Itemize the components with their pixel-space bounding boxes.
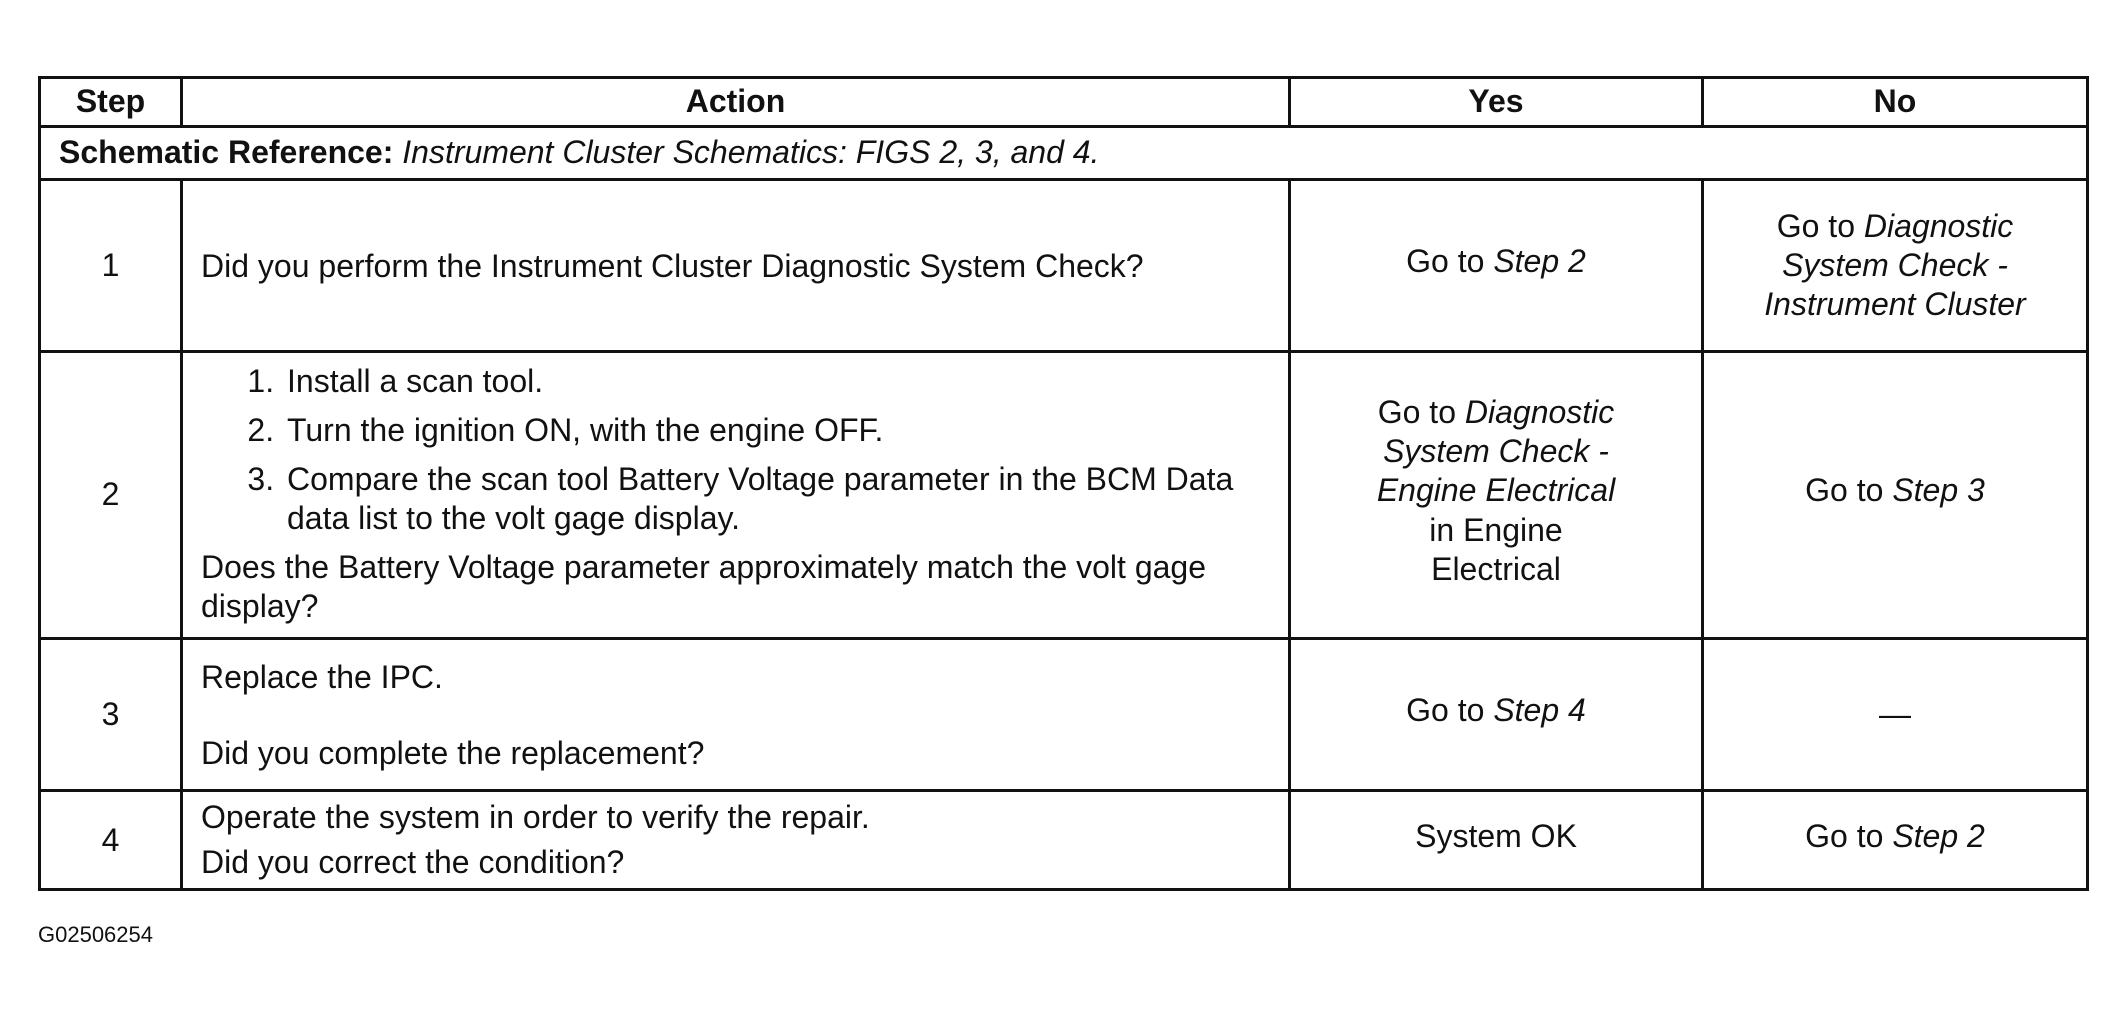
step-number: 3 (40, 639, 182, 791)
yes-prefix: Go to (1406, 691, 1494, 728)
no-ref-line-2: System Check - (1782, 246, 2008, 283)
table-row (40, 791, 2088, 890)
header-no: No (1703, 78, 2088, 127)
no-ref-line-3: Instrument Cluster (1764, 286, 2026, 323)
action-cell (182, 639, 1290, 791)
no-prefix: Go to (1805, 817, 1893, 854)
step-number: 2 (40, 352, 182, 639)
no-step-link: Step 2 (1892, 817, 1985, 854)
no-cell (1703, 352, 2088, 639)
yes-cell (1290, 180, 1703, 352)
table-row (40, 180, 2088, 352)
schematic-reference-figs: FIGS 2, 3, and 4. (855, 134, 1100, 171)
yes-ref-line-4: in Engine (1429, 511, 1563, 548)
action-text: Operate the system in order to verify the repair. (201, 799, 870, 835)
yes-prefix: Go to (1377, 394, 1465, 431)
no-prefix: Go to (1776, 207, 1864, 244)
yes-cell (1290, 791, 1703, 890)
no-ref-line-1: Diagnostic (1863, 207, 2014, 244)
table-row (40, 639, 2088, 791)
substep-item: 3. Compare the scan tool Battery Voltage parameter in the BCM Data data list to the volt gage display. (283, 460, 1272, 538)
action-cell (182, 791, 1290, 890)
schematic-reference (40, 127, 2088, 180)
step-number: 1 (40, 180, 182, 352)
action-text: Replace the IPC. (201, 659, 443, 696)
action-cell (182, 180, 1290, 352)
substep-list (201, 362, 1272, 538)
schematic-reference-title: Instrument Cluster Schematics: (402, 134, 847, 171)
step-number: 4 (40, 791, 182, 890)
no-prefix: Go to (1805, 472, 1893, 509)
yes-system-ok: System OK (1415, 817, 1577, 854)
no-dash: — (1879, 695, 1911, 732)
action-question: Did you correct the condition? (201, 844, 625, 881)
schematic-reference-row (40, 127, 2088, 180)
yes-step-link: Step 4 (1493, 691, 1586, 728)
header-row (40, 78, 2088, 127)
yes-ref-line-3: Engine Electrical (1376, 472, 1616, 509)
diagnostic-table (38, 76, 2089, 891)
figure-code: G02506254 (38, 922, 153, 947)
yes-prefix: Go to (1406, 242, 1494, 279)
header-step: Step (40, 78, 182, 127)
no-cell (1703, 180, 2088, 352)
yes-ref-line-2: System Check - (1383, 433, 1609, 470)
action-question: Did you perform the Instrument Cluster Diagnostic System Check? (201, 247, 1144, 284)
no-cell (1703, 639, 2088, 791)
header-yes: Yes (1290, 78, 1703, 127)
yes-ref-line-5: Electrical (1431, 550, 1561, 587)
no-step-link: Step 3 (1892, 472, 1985, 509)
yes-cell (1290, 639, 1703, 791)
yes-step-link: Step 2 (1493, 242, 1586, 279)
action-question: Did you complete the replacement? (201, 734, 705, 771)
yes-cell (1290, 352, 1703, 639)
action-cell (182, 352, 1290, 639)
no-cell (1703, 791, 2088, 890)
schematic-reference-label: Schematic Reference: (59, 134, 394, 171)
header-action: Action (182, 78, 1290, 127)
yes-ref-line-1: Diagnostic (1464, 394, 1615, 431)
table-row (40, 352, 2088, 639)
substep-item: 2. Turn the ignition ON, with the engine OFF. (283, 411, 1272, 450)
substep-item: 1. Install a scan tool. (283, 362, 1272, 401)
action-question: Does the Battery Voltage parameter approximately match the volt gage display? (201, 549, 1206, 625)
